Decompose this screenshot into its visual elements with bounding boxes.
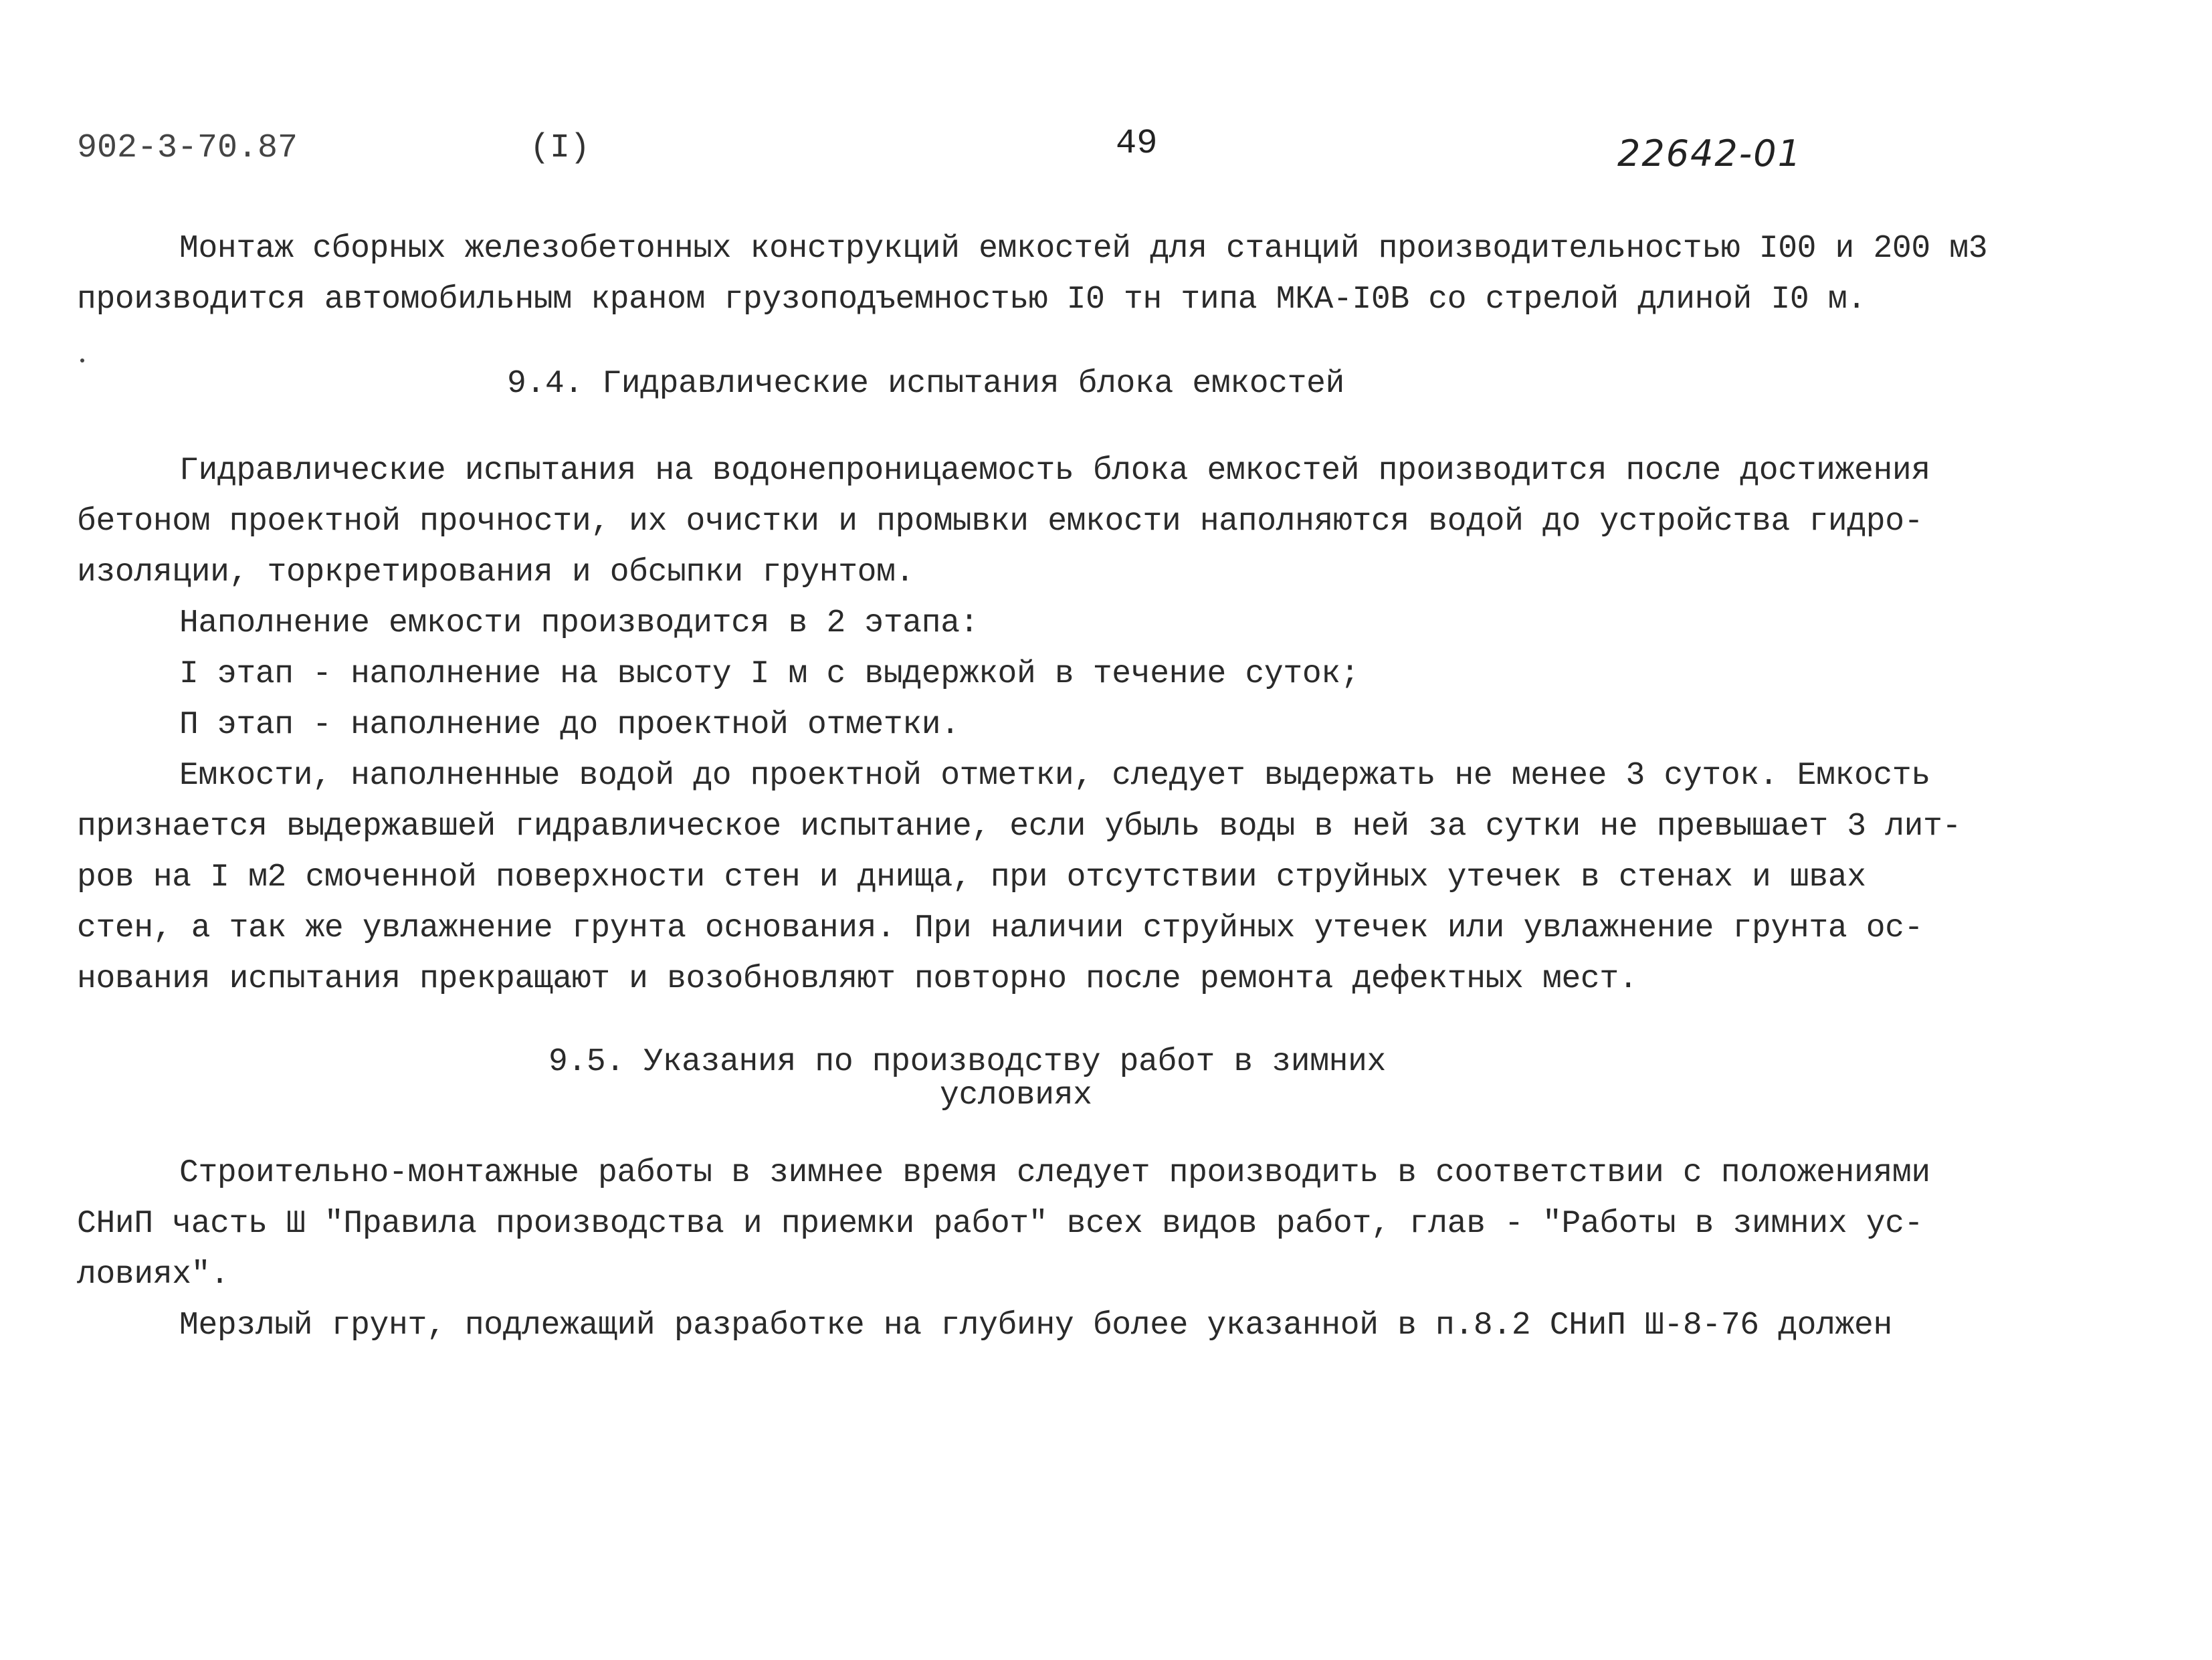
paragraph-line: Строительно-монтажные работы в зимнее время следует производить в соответствии с положениями [179,1155,1930,1191]
paragraph-line: Гидравлические испытания на водонепроницаемость блока емкостей производится после достижения [179,453,1930,489]
section-heading-9-5-cont: условиях [940,1077,1092,1114]
paragraph-line: I этап - наполнение на высоту I м с выдержкой в течение суток; [179,656,1360,692]
paragraph-line: Мерзлый грунт, подлежащий разработке на глубину более указанной в п.8.2 СНиП Ш-8-76 должен [179,1308,1892,1344]
paragraph-line: ров на I м2 смоченной поверхности стен и днища, при отсутствии струйных утечек в стенах и швах [77,859,1866,896]
paragraph-line: бетоном проектной прочности, их очистки и промывки емкости наполняются водой до устройства гидро- [77,504,1924,540]
paragraph-line: Емкости, наполненные водой до проектной отметки, следует выдержать не менее 3 суток. Емкость [179,758,1930,794]
page-number: 49 [1116,124,1158,163]
paragraph-line: стен, а так же увлажнение грунта основания. При наличии струйных утечек или увлажнение грунта ос- [77,910,1924,946]
part-number: (I) [530,129,591,167]
paragraph-line: нования испытания прекращают и возобновляют повторно после ремонта дефектных мест. [77,961,1638,997]
intro-line: производится автомобильным краном грузоподъемностью I0 тн типа МКА-I0В со стрелой длиной I0 м. [77,282,1866,318]
paragraph-line: ловиях". [77,1257,229,1293]
paragraph-line: Наполнение емкости производится в 2 этапа: [179,605,979,641]
paragraph-line: П этап - наполнение до проектной отметки. [179,707,960,743]
paragraph-line: изоляции, торкретирования и обсыпки грунтом. [77,554,915,591]
section-heading-9-5: 9.5. Указания по производству работ в зимних [548,1044,1387,1080]
scan-mark [80,358,84,362]
section-heading-9-4: 9.4. Гидравлические испытания блока емкостей [507,366,1345,402]
inventory-number: 22642-01 [1617,132,1802,175]
paragraph-line: СНиП часть Ш "Правила производства и приемки работ" всех видов работ, глав - "Работы в зимних ус- [77,1206,1924,1242]
document-code: 902-3-70.87 [77,129,298,167]
paragraph-line: признается выдержавшей гидравлическое испытание, если убыль воды в ней за сутки не превышает 3 лит- [77,809,1962,845]
intro-line: Монтаж сборных железобетонных конструкций емкостей для станций производительностью I00 и 200 м3 [179,231,1988,267]
